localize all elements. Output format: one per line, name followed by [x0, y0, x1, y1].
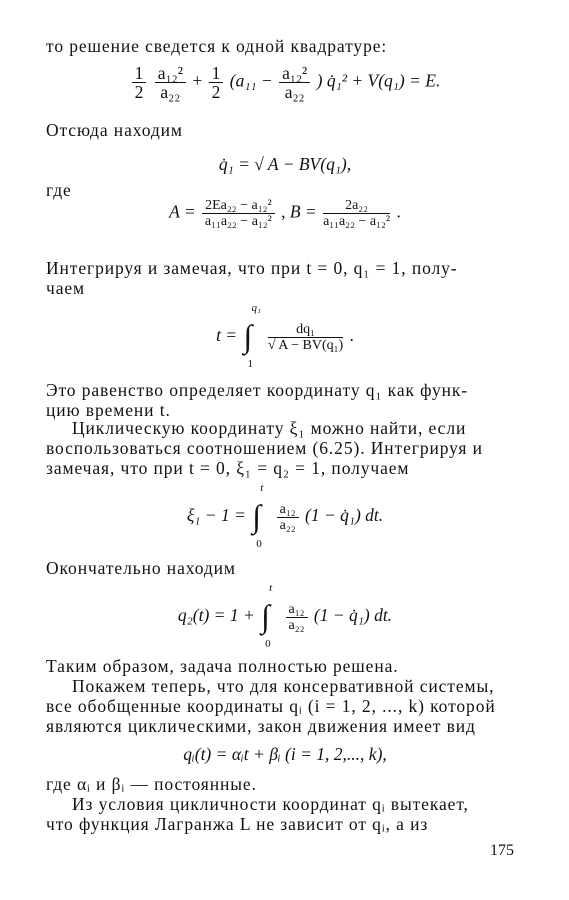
text-line: Таким образом, задача полностью решена. — [46, 656, 399, 676]
fraction-a12-a22-3: $\frac{\text{a₁₂}}{\text{a₂₂}}$ — [277, 502, 299, 533]
text-line: что функция Лагранжа L не зависит от qᵢ, а из — [46, 814, 429, 834]
text-line: Покажем теперь, что для консервативной системы, — [72, 676, 495, 696]
page-number: 175 — [490, 842, 514, 859]
equation-q2 — [40, 582, 530, 650]
equation-term: , B = — [281, 201, 317, 222]
equation-A-B — [40, 198, 530, 229]
text-line: являются циклическими, закон движения имеет вид — [46, 716, 476, 736]
text-line: Интегрируя и замечая, что при t = 0, q₁ = 1, полу- — [46, 258, 458, 278]
equation-term: (1 − q̇₁) dt. — [305, 505, 384, 526]
integral-sign: ∫ t 0 — [252, 482, 264, 550]
equation-term: . — [396, 201, 401, 222]
integral-sign: ∫ q₁ 1 — [243, 302, 261, 370]
equation-term: ) q̇₁² + V(q₁) = E. — [316, 70, 441, 91]
equation-velocity — [40, 154, 530, 175]
equation-text: q̇₁ = √ A − BV(q₁), — [218, 154, 352, 174]
fraction-A: $\frac{\text{2Ea₂₂ − a₁₂²}}{\text{a₁₁a₂₂ − a₁₂²}}$ — [202, 198, 275, 229]
fraction-a12-a22: $\frac{\text{a₁₂²}}{\text{a₂₂}}$ — [155, 64, 186, 101]
text-line: все обобщенные координаты qᵢ (i = 1, 2, ..., k) которой — [46, 696, 496, 716]
equation-cyclic-law — [40, 744, 530, 765]
fraction-B: $\frac{\text{2a₂₂}}{\text{a₁₁a₂₂ − a₁₂²}}$ — [323, 198, 391, 229]
fraction-dq: $\frac{\text{dq₁}}{\text{√ A − BV(q₁)}}$ — [267, 321, 344, 353]
text-line: воспользоваться соотношением (6.25). Интегрируя и — [46, 438, 483, 458]
text-line: Окончательно находим — [46, 558, 236, 578]
equation-term: . — [349, 325, 354, 346]
text-line: Отсюда находим — [46, 120, 183, 140]
equation-xi — [40, 482, 530, 550]
text-line: Это равенство определяет координату q₁ как функ- — [46, 380, 469, 400]
fraction-a12-a22-2: $\frac{\text{a₁₂²}}{\text{a₂₂}}$ — [279, 64, 310, 101]
equation-energy: $\frac{1}{2}$ $\frac{\text{a₁₂²}}{\text{a₂₂}}$ + $\frac{1}{2}$ (a₁₁ − $\frac{\text{a₁₂²}}{\text{a₂₂}}$ ) q̇₁² + V(q₁) = E. — [40, 64, 530, 101]
text-line: замечая, что при t = 0, ξ₁ = q₂ = 1, получаем — [46, 458, 410, 478]
equation-term: A = — [169, 201, 196, 222]
text-line: Циклическую координату ξ₁ можно найти, если — [72, 418, 467, 438]
text-line: где αᵢ и βᵢ — постоянные. — [46, 774, 257, 794]
equation-term: (1 − q̇₁) dt. — [313, 605, 393, 626]
equation-time-integral — [40, 302, 530, 370]
fraction-a12-a22-4: $\frac{\text{a₁₂}}{\text{a₂₂}}$ — [286, 602, 308, 633]
text-line: цию времени t. — [46, 400, 171, 420]
integral-sign: ∫ t 0 — [261, 582, 273, 650]
text-line: чаем — [46, 278, 86, 298]
equation-term: t = — [216, 325, 238, 346]
text-line: где — [46, 180, 72, 200]
equation-term: ξ₁ − 1 = — [186, 505, 246, 526]
fraction-half: $\frac{1}{2}$ — [132, 64, 147, 101]
equation-term: (a₁₁ − — [229, 70, 273, 91]
text-line: Из условия цикличности координат qᵢ вытекает, — [72, 794, 469, 814]
text-line: то решение сведется к одной квадратуре: — [46, 36, 388, 56]
equation-text: qᵢ(t) = αᵢt + βᵢ (i = 1, 2,..., k), — [183, 744, 387, 764]
fraction-half-2: $\frac{1}{2}$ — [209, 64, 224, 101]
equation-term: q₂(t) = 1 + — [177, 605, 255, 626]
